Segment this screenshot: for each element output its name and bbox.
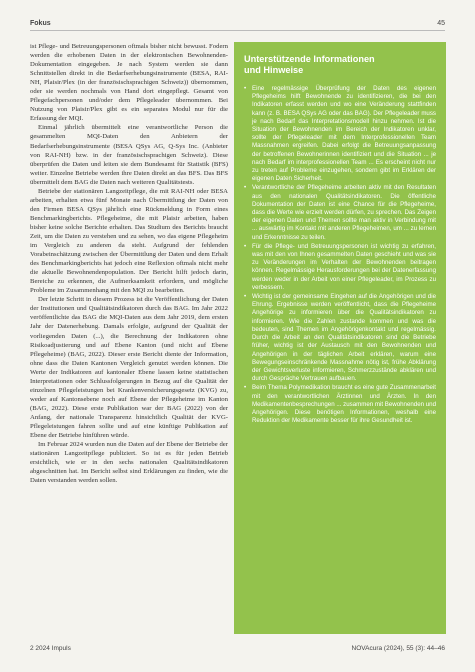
info-box bbox=[234, 42, 446, 634]
bullet-icon: • bbox=[244, 293, 247, 301]
paragraph: Betriebe der stationären Langzeitpflege, die mit RAI-NH oder BESA arbeiten, erhalten etwa fünf Monate nach Übermittlung der Daten von den Firmen BESA QSys jährlich eine Rückmeldung in Form eines Benchmarkingberichts. Pflegeheime, die mit Plaisir arbeiten, haben bisher keine solche Berichte erhalten. Das Studium des Berichts braucht Zeit, um die Daten zu verstehen und zu sehen, wo das eigene Pflegeheim im Vergleich zu anderen da steht. Aufgrund der fehlenden Vorabeinschätzung zwischen der Übermittlung der Daten und dem Erhalt des Benchmarkingberichts hat jedoch eine Reflexion oftmals nicht mehr die aktuelle Bewohnendenpopulation. Der Bericht hilft jedoch darin, Bereiche zu erkennen, die Aufmerksamkeit erfordern, und mögliche Probleme im Zusammenhang mit den MQI zu bearbeiten. bbox=[30, 187, 228, 295]
header-rule bbox=[30, 30, 445, 31]
page-footer bbox=[30, 642, 445, 654]
list-item-text: Wichtig ist der gemeinsame Eingehen auf die Angehörigen und die Ehrung. Ergebnisse werden veröffentlicht, dass die Pflegeheime Angehörige zu informieren über die Qualitätsindikatoren zu informieren. Wie die Zahlen zustande kommen und was die bedeuten, sind Themen im Angehörigenkontakt und regelmässig. Durch die Arbeit an den Qualitätsindikatoren sind die Betriebe früher, wichtig ist der Austausch mit den Bewohnenden und Angehörigen in der täglichen Arbeit erklären, warum eine Bewegungseinschränkende Massnahme nötig ist, frühe Abklärung der Gewichtsverluste informieren, Schmerzzustände abklären und durch Gespräche Vertrauen aufbauen. bbox=[252, 293, 436, 383]
info-box-title-line2: und Hinweise bbox=[244, 65, 304, 75]
list-item bbox=[244, 243, 436, 292]
list-item bbox=[244, 85, 436, 183]
article-body-column bbox=[30, 42, 228, 634]
info-box-title-line1: Unterstützende Informationen bbox=[244, 54, 375, 64]
bullet-icon: • bbox=[244, 85, 247, 92]
bullet-icon: • bbox=[244, 184, 247, 192]
list-item-text: Für die Pflege- und Betreuungspersonen ist wichtig zu erfahren, was mit den von Ihnen gesammelten Daten geschieht und was sie zu Veränderungen im Verhalten der Bewohnenden beitragen können. Regelmässige Herausforderungen bei der Datenerfassung werden weder in der Arbeit von einer Pflegeleader, im Prozess zu verbessern. bbox=[252, 242, 436, 291]
page-header bbox=[30, 16, 445, 30]
paragraph: Einmal jährlich übermittelt eine verantwortliche Person die gesammelten MQI-Daten den Anbietern der Bedarfserhebungsinstrumente (BESA QSys AG, Q-Sys Inc. (Anbieter von RAI-NH) bzw. in der französischsprachigen Schweiz). Diese überprüfen die Daten und leiten sie dem Bundesamt für Statistik (BFS) weiter. Einzelne Betriebe werden ihre Daten direkt an das BFS. Das BFS übermittelt dem BAG die Daten nach weiteren Qualitätstests. bbox=[30, 124, 228, 186]
paragraph: Im Februar 2024 wurden nun die Daten auf der Ebene der Betriebe der stationären Langzeitpflege publiziert. So ist es für jeden Betrieb ersichtlich, wie er in den sechs nationalen Qualitätsindikatoren abgeschnitten hat. Im Bericht selbst sind Erklärungen zu finden, wie die Daten verstanden werden sollen. bbox=[30, 441, 228, 485]
section-title: Fokus bbox=[30, 19, 51, 27]
list-item bbox=[244, 293, 436, 383]
info-box-list bbox=[244, 85, 436, 425]
paragraph: ist Pflege- und Betreuungspersonen oftmals bisher nicht bewusst. Fodern werden die erhobenen Daten in der elektronischen Bewohnenden-Dokumentation eingegeben. Je nach System werden sie dann Schnittstellen direkt in die Bedarfserhebungsinstrumente (BESA, RAI-NH, Plaisir/Plex (in der französischsprachigen Schweiz)) übernommen, oder sie werden nochmals von Hand dort eingepflegt. Gesamt von Pflegefachpersonen und/oder dem Pflegeleader übernommen. Bei Nutzung von Plaisir/Plex gibt es ein separates Modul nur für die Erfassung der MQI. bbox=[30, 43, 228, 123]
page-number: 45 bbox=[437, 19, 445, 27]
list-item-text: Verantwortliche der Pflegeheime arbeiten aktiv mit den Resultaten aus den nationalen Qualitätsindikatoren. Die öffentliche Dokumentation der Daten ist eine Chance für die Pflegeheime, dass die Werte wie erzielt werden dürfen, zu sprechen. Das Zeigen der eigenen Daten und Themen sollte man aktiv in Verbindung mit ... auswärtig im Kontakt mit anderen Pflegeheimen, um ... zu lernen und Erkenntnisse zu teilen. bbox=[252, 184, 436, 241]
footer-left: 2 2024 Impuls bbox=[30, 644, 71, 652]
footer-citation: NOVAcura (2024), 55 (3): 44–46 bbox=[351, 644, 445, 652]
list-item-text: Eine regelmässige Überprüfung der Daten des eigenen Pflegeheims hilft Bewohnende zu identifizieren, die bei den Indikatoren erfasst werden und wo eine Veränderung stattfinden kann (z. B. BESA QSys AG oder das BAG). Der Pflegeleader muss je nach Bedarf das Interpretationsmodell hinzu nehmen. Ist die Situation der Bewohnenden im Bereich der Indikatoren unklar, sollte der Pflegeleader mit dem Interprofessionellen Team Massnahmen ergreifen. Dabei erfolgt die Betreuungsanpassung der betroffenen Bewohnerinnen identifiziert und die Situation ... je nach Bedarf im interprofessionellen Team ... Es erscheint nicht nur zu treten auf Probleme einzugehen, sondern gibt im Erklären der eigenen Daten Sicherheit. bbox=[252, 85, 436, 183]
list-item bbox=[244, 184, 436, 241]
paragraph: Der letzte Schritt in diesem Prozess ist die Veröffentlichung der Daten der Institutionen und Qualitätsindikatoren durch das BAG. Im Jahr 2022 veröffentlichte das BAG die MQI-Daten aus dem Jahr 2019, dem ersten Jahr der Datenerhebung. Damals erfolgte, aufgrund der Qualität der vorliegenden Daten (...), die Berechnung der Indikatoren ohne Risikoadjustierung und auf Ebene Kanton (und nicht auf Ebene Pflegeheime) (BAG, 2022). Dieser erste Bericht diente der Information, ohne dass die Daten Kantonen Vergleich genutzt werden können. Die Werte der Indikatoren auf kantonaler Ebene lassen keine statistischen Interpretationen oder Schlussfolgerungen in Bezug auf die Qualität der einzelnen Pflegeleistungen bei Krankenversicherungsgesetz (KVG) zu, weder auf Kantonsebene noch auf Ebene der Pflegeheime im Kanton (BAG, 2022). Diese erste Publikation war der BAG (2022) von der Anfang, der nationale Transparenz hinsichtlich Qualität der KVG-Pflegeleistungen fahren sollte und auf eine künftige Publikation auf Ebene der Betriebe hinführen würde. bbox=[30, 296, 228, 440]
list-item bbox=[244, 384, 436, 425]
bullet-icon: • bbox=[244, 384, 247, 392]
list-item-text: Beim Thema Polymedikation braucht es eine gute Zusammenarbeit mit den verantwortlichen Ärztinnen und Ärzten. In den Medikamentenbesprechungen ... zusammen mit Bewohnenden und Angehörigen. Diese benötigen Informationen, weshalb eine Reduktion der Medikamente besser für ihre Gesundheit ist. bbox=[252, 384, 436, 425]
bullet-icon: • bbox=[244, 242, 247, 250]
info-box-title bbox=[244, 54, 436, 76]
